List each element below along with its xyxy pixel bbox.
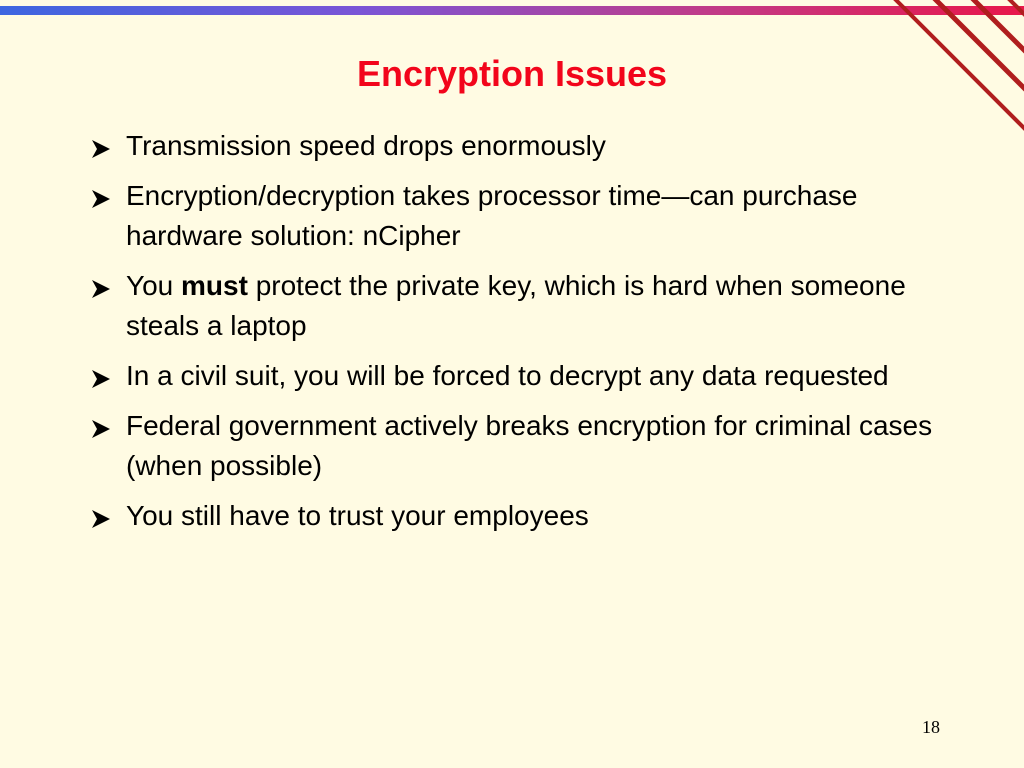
arrowhead-bullet-icon xyxy=(90,278,112,300)
bullet-emphasis: must xyxy=(181,270,248,301)
arrowhead-bullet-icon xyxy=(90,368,112,390)
slide-title: Encryption Issues xyxy=(356,53,668,94)
page-number: 18 xyxy=(922,717,940,737)
arrowhead-bullet-icon xyxy=(90,418,112,440)
list-item xyxy=(90,126,950,166)
bullet-text-after: protect the private key, which is hard when someone steals a laptop xyxy=(126,270,906,341)
arrowhead-bullet-icon xyxy=(90,138,112,160)
bullet-text: In a civil suit, you will be forced to decrypt any data requested xyxy=(126,360,889,391)
bullet-text: Encryption/decryption takes processor time—can purchase hardware solution: nCipher xyxy=(126,180,858,251)
list-item xyxy=(90,176,950,256)
bullet-text: Federal government actively breaks encryption for criminal cases (when possible) xyxy=(126,410,933,481)
bullet-text-before: You xyxy=(126,270,182,301)
arrowhead-bullet-icon xyxy=(90,188,112,210)
list-item xyxy=(90,266,950,346)
list-item xyxy=(90,496,950,536)
bullet-text: You still have to trust your employees xyxy=(126,500,589,531)
arrowhead-bullet-icon xyxy=(90,508,112,530)
bullet-list xyxy=(90,126,950,546)
list-item xyxy=(90,356,950,396)
list-item xyxy=(90,406,950,486)
bullet-text: Transmission speed drops enormously xyxy=(126,130,606,161)
